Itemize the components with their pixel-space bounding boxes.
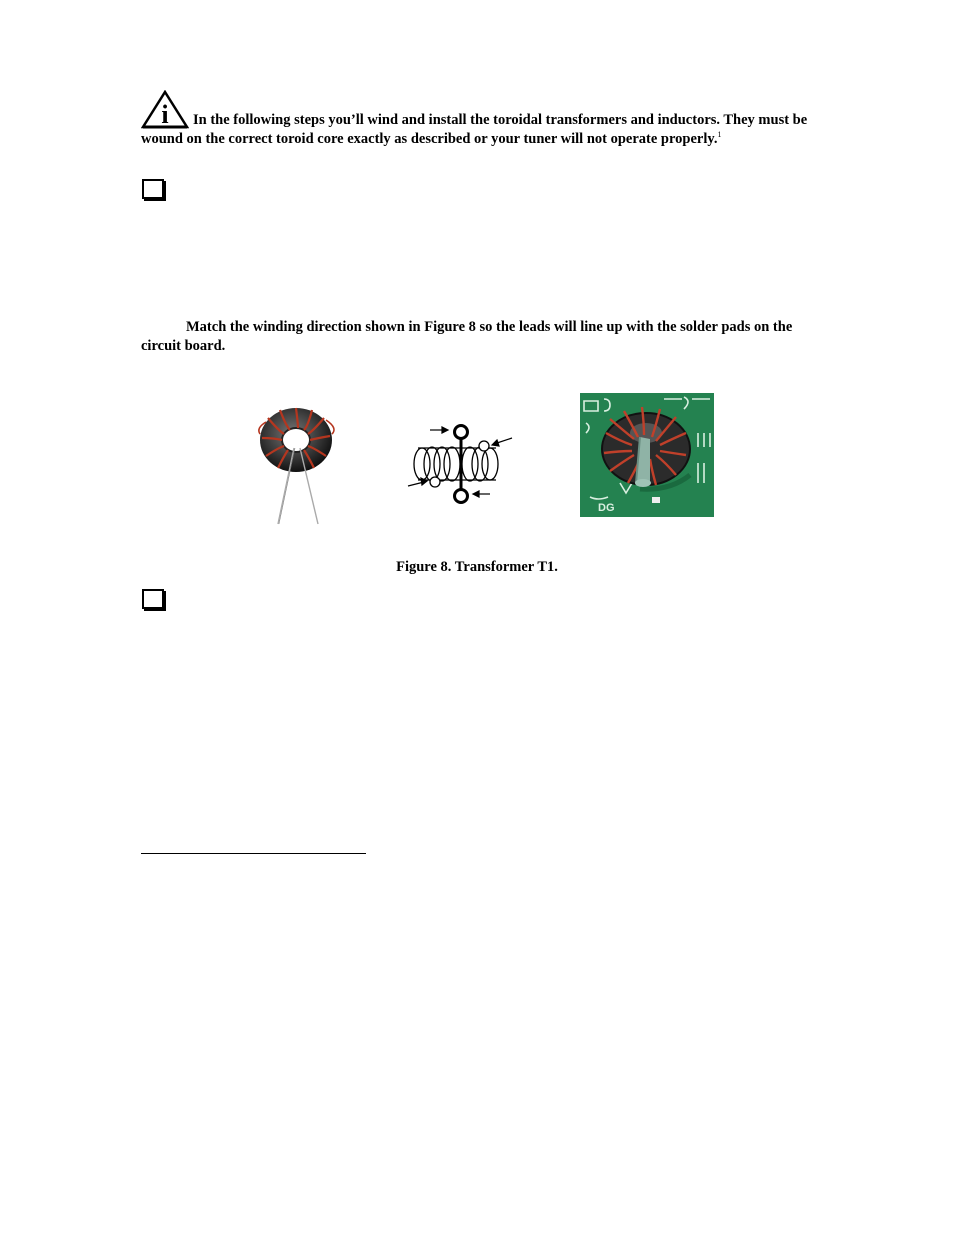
step-checkbox-1[interactable]: [142, 179, 164, 199]
toroid-photo: [238, 398, 358, 526]
svg-text:DG: DG: [598, 502, 615, 514]
figure-caption: Figure 8. Transformer T1.: [396, 559, 558, 575]
footnote-separator: [141, 853, 366, 854]
intro-paragraph: [141, 111, 821, 149]
winding-direction-note: Match the winding direction shown in Figure 8 so the leads will line up with the solder pads on the circuit board.: [141, 319, 793, 354]
intro-text: In the following steps you’ll wind and install the toroidal transformers and inductors. They must be wound on the correct toroid core exactly as described or your tuner will not operate properly.: [141, 112, 808, 147]
winding-diagram: [404, 420, 516, 510]
footnote-reference: 1: [717, 130, 722, 140]
step-checkbox-2[interactable]: [142, 589, 164, 609]
installed-transformer-photo: [580, 393, 714, 517]
svg-text:i: i: [161, 100, 169, 129]
